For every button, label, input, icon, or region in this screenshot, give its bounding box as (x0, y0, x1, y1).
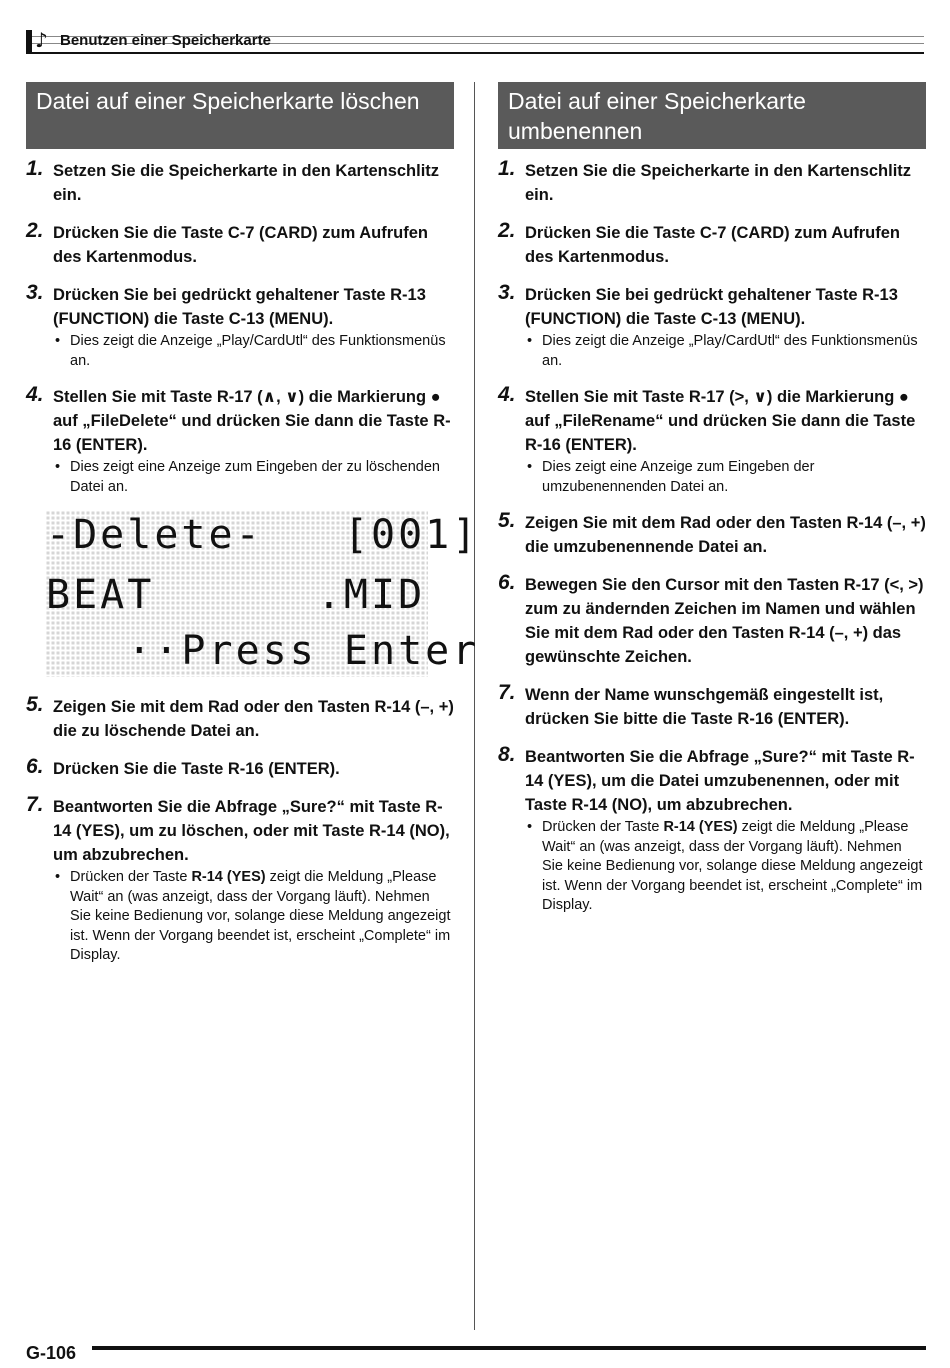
step-item (498, 159, 926, 207)
step-item (498, 745, 926, 916)
step-text: Drücken Sie die Taste C-7 (CARD) zum Aufrufen des Kartenmodus. (53, 224, 428, 266)
step-number: 4. (498, 383, 516, 406)
step-number: 3. (498, 281, 516, 304)
step-item (498, 385, 926, 497)
step-number: 2. (498, 219, 516, 242)
step-number: 8. (498, 743, 516, 766)
footer-rule (92, 1346, 926, 1350)
lcd-line-1: -Delete- [001] (46, 512, 480, 558)
step-item (498, 683, 926, 731)
step-item (26, 159, 454, 207)
step-text: Drücken Sie bei gedrückt gehaltener Taste R-13 (FUNCTION) die Taste C-13 (MENU). (53, 286, 426, 328)
steps-rename (498, 159, 926, 916)
step-number: 2. (26, 219, 44, 242)
step-text: Wenn der Name wunschgemäß eingestellt ist, drücken Sie bitte die Taste R-16 (ENTER). (525, 686, 884, 728)
step-item (498, 511, 926, 559)
step-number: 7. (26, 793, 44, 816)
header-title: Benutzen einer Speicherkarte (60, 32, 271, 49)
step-number: 6. (26, 755, 44, 778)
step-note (525, 818, 926, 916)
step-number: 1. (498, 157, 516, 180)
step-number: 4. (26, 383, 44, 406)
section-title-delete: Datei auf einer Speicherkarte löschen (26, 82, 454, 149)
step-number: 5. (498, 509, 516, 532)
step-text: Stellen Sie mit Taste R-17 (∧, ∨) die Markierung ● auf „FileDelete“ und drücken Sie dann die Taste R-16 (ENTER). (53, 388, 451, 454)
step-note-bold: R-14 (YES) (191, 869, 266, 885)
step-text: Setzen Sie die Speicherkarte in den Kartenschlitz ein. (525, 162, 912, 204)
bullet-dot: • (527, 333, 533, 349)
step-item (498, 221, 926, 269)
step-note-post: zeigt die Meldung „Please Wait“ an (was anzeigt, dass der Vorgang läuft). Nehmen Sie keine Bedienung vor, solange diese Meldung angezeigt ist. Wenn der Vorgang beendet ist, erscheint „Complete“ im Display. (70, 869, 451, 963)
section-title-rename: Datei auf einer Speicherkarte umbenennen (498, 82, 926, 149)
step-note (53, 332, 454, 371)
step-note (53, 868, 454, 966)
step-text: Zeigen Sie mit dem Rad oder den Tasten R-14 (–, +) die umzubenennende Datei an. (525, 514, 926, 556)
step-number: 5. (26, 693, 44, 716)
step-text: Stellen Sie mit Taste R-17 (>, ∨) die Markierung ● auf „FileRename“ und drücken Sie dann die Taste R-16 (ENTER). (525, 388, 916, 454)
header-bar (26, 30, 32, 54)
lcd-line-3: ··Press Enter (46, 628, 480, 674)
bullet-dot: • (527, 819, 533, 835)
step-item (26, 221, 454, 269)
left-column (26, 82, 480, 980)
page-number: G-106 (26, 1343, 77, 1363)
bullet-dot: • (55, 459, 61, 475)
running-header (26, 30, 924, 54)
step-item (26, 695, 454, 743)
step-text: Drücken Sie die Taste C-7 (CARD) zum Aufrufen des Kartenmodus. (525, 224, 900, 266)
lcd-line-2: BEAT .MID (46, 572, 426, 618)
step-number: 7. (498, 681, 516, 704)
step-note-text: Dies zeigt die Anzeige „Play/CardUtl“ des Funktionsmenüs an. (70, 333, 446, 369)
step-text: Bewegen Sie den Cursor mit den Tasten R-17 (<, >) zum zu ändernden Zeichen im Namen und wählen Sie mit dem Rad oder den Tasten R-14 (–, +) das gewünschte Zeichen. (525, 576, 924, 666)
step-number: 1. (26, 157, 44, 180)
step-note-pre: Drücken der Taste (542, 819, 664, 835)
step-text: Beantworten Sie die Abfrage „Sure?“ mit Taste R-14 (YES), um zu löschen, oder mit Taste R-14 (NO), um abzubrechen. (53, 798, 450, 864)
step-note (53, 458, 454, 497)
step-text: Setzen Sie die Speicherkarte in den Kartenschlitz ein. (53, 162, 440, 204)
step-note-bold: R-14 (YES) (663, 819, 738, 835)
step-item (26, 283, 454, 371)
right-column (498, 82, 926, 930)
step-text: Drücken Sie die Taste R-16 (ENTER). (53, 760, 340, 778)
step-number: 6. (498, 571, 516, 594)
lcd-display (46, 511, 480, 677)
music-note-icon: ♪ (35, 28, 48, 52)
step-note-text: Dies zeigt eine Anzeige zum Eingeben der zu löschenden Datei an. (70, 459, 440, 495)
step-item (26, 757, 454, 781)
bullet-dot: • (55, 333, 61, 349)
step-note-post: zeigt die Meldung „Please Wait“ an (was anzeigt, dass der Vorgang läuft). Nehmen Sie keine Bedienung vor, solange diese Meldung angezeigt ist. Wenn der Vorgang beendet ist, erscheint „Complete“ im Display. (542, 819, 923, 913)
column-divider (474, 82, 475, 1330)
bullet-dot: • (527, 459, 533, 475)
step-number: 3. (26, 281, 44, 304)
step-item (498, 283, 926, 371)
step-item (26, 795, 454, 966)
step-note-text: Dies zeigt eine Anzeige zum Eingeben der umzubenennenden Datei an. (542, 459, 815, 495)
step-note (525, 332, 926, 371)
step-text: Drücken Sie bei gedrückt gehaltener Taste R-13 (FUNCTION) die Taste C-13 (MENU). (525, 286, 898, 328)
step-note-pre: Drücken der Taste (70, 869, 192, 885)
step-note-text: Dies zeigt die Anzeige „Play/CardUtl“ des Funktionsmenüs an. (542, 333, 918, 369)
step-text: Zeigen Sie mit dem Rad oder den Tasten R-14 (–, +) die zu löschende Datei an. (53, 698, 454, 740)
step-note (525, 458, 926, 497)
step-text: Beantworten Sie die Abfrage „Sure?“ mit Taste R-14 (YES), um die Datei umzubenennen, oder mit Taste R-14 (NO), um abzubrechen. (525, 748, 915, 814)
step-item (26, 385, 454, 497)
steps-delete (26, 157, 480, 966)
step-item (498, 573, 926, 669)
bullet-dot: • (55, 869, 61, 885)
